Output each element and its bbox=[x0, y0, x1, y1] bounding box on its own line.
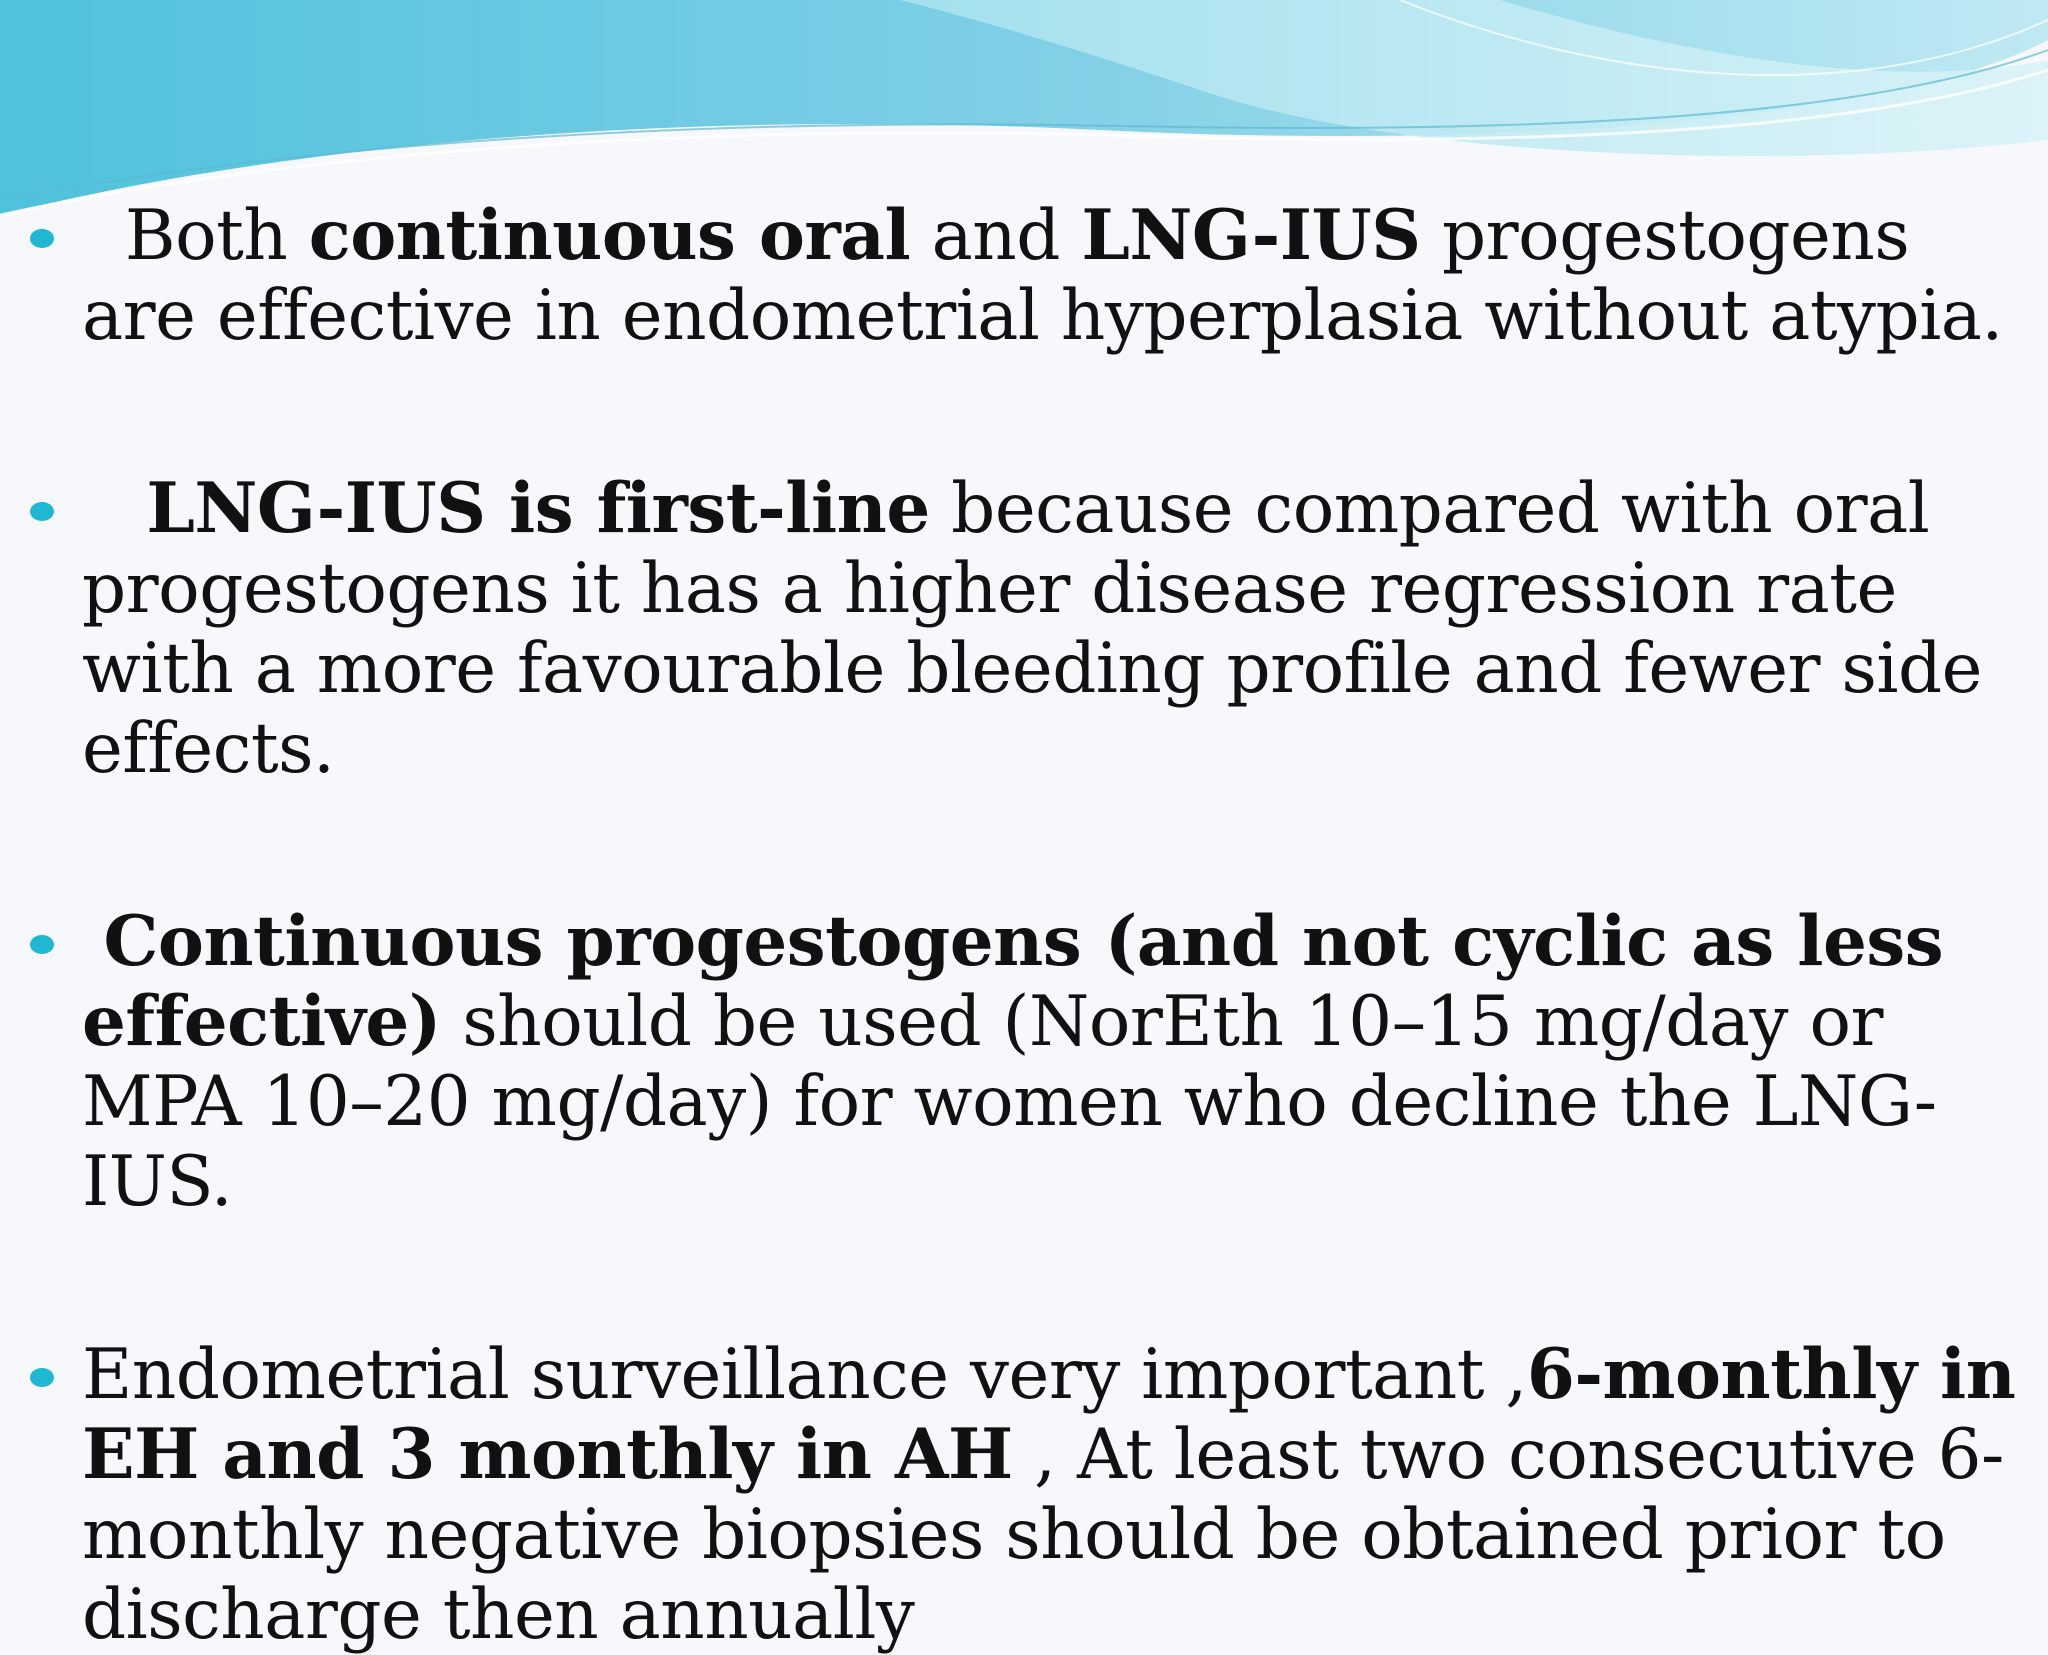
bold-text-run: continuous oral bbox=[308, 195, 911, 276]
bullet-dot-icon bbox=[30, 1368, 54, 1387]
bullet-item-3 bbox=[26, 902, 2021, 1222]
bold-text-run: 6-monthly in EH and 3 monthly in AH bbox=[82, 1334, 2039, 1495]
bullet-dot-icon bbox=[30, 935, 54, 954]
bold-text-run: Continuous progestogens (and not cyclic as less effective) bbox=[82, 901, 1967, 1062]
text-run: and bbox=[910, 196, 1082, 276]
text-run: , At least two consecutive 6-monthly negative biopsies should be obtained prior to discharge then annually bbox=[82, 1415, 2004, 1655]
bullet-list bbox=[26, 195, 2039, 1655]
text-run: should be used (NorEth 10–15 mg/day or MPA 10–20 mg/day) for women who decline the LNG-IUS. bbox=[82, 982, 1937, 1222]
bullet-text bbox=[82, 902, 1967, 1222]
bold-text-run: LNG-IUS bbox=[1081, 195, 1421, 276]
bullet-text bbox=[82, 469, 2003, 789]
bullet-text bbox=[82, 196, 2003, 356]
bullet-item-4 bbox=[26, 1334, 2039, 1655]
text-run: Both bbox=[82, 196, 309, 276]
text-run bbox=[82, 469, 146, 549]
text-run: Endometrial surveillance very important , bbox=[82, 1335, 1527, 1415]
bullet-item-2 bbox=[26, 469, 2021, 789]
text-run bbox=[82, 902, 103, 982]
text-run: progestogens are effective in endometrial hyperplasia without atypia. bbox=[82, 196, 2003, 356]
text-run: because compared with oral progestogens it has a higher disease regression rate with a more favourable bleeding profile and fewer side effects. bbox=[82, 469, 2004, 789]
bullet-dot-icon bbox=[30, 229, 54, 248]
bullet-item-1 bbox=[26, 196, 2021, 356]
bullet-dot-icon bbox=[30, 502, 54, 521]
bullet-text bbox=[82, 1335, 2039, 1655]
bold-text-run: LNG-IUS is first-line bbox=[146, 468, 930, 549]
